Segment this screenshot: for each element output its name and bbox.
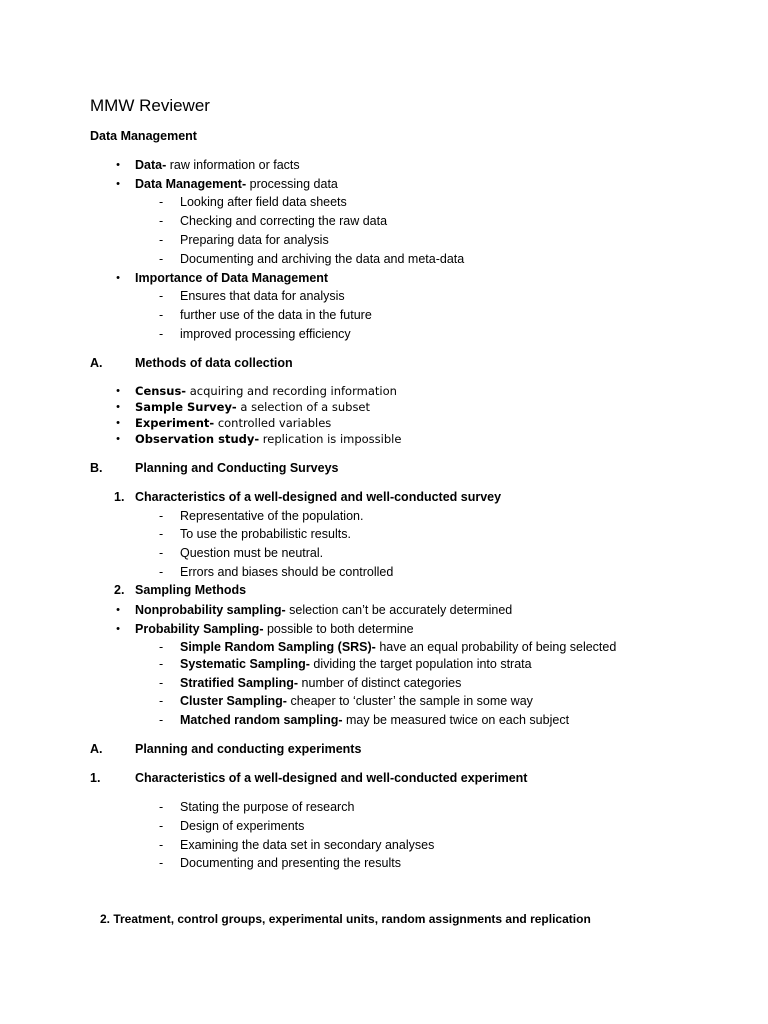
definition: cheaper to ‘cluster’ the sample in some way <box>286 694 533 708</box>
definition: possible to both determine <box>263 622 414 636</box>
definition: selection can’t be accurately determined <box>285 603 513 617</box>
dash: - <box>159 509 164 523</box>
dash: - <box>159 327 164 341</box>
dash: - <box>159 800 164 814</box>
dash: - <box>159 856 164 870</box>
sub-item: further use of the data in the future <box>180 308 372 322</box>
term: Cluster Sampling- <box>180 694 287 708</box>
dash: - <box>159 838 164 852</box>
list-item <box>135 415 331 431</box>
subsection-heading: Characteristics of a well-designed and well-conducted experiment <box>135 771 528 785</box>
sub-item <box>180 639 616 655</box>
definition: may be measured twice on each subject <box>342 713 570 727</box>
sub-item: Examining the data set in secondary analyses <box>180 838 435 852</box>
dash: - <box>159 195 164 209</box>
list-item <box>135 176 338 192</box>
term: Stratified Sampling- <box>180 676 299 690</box>
term: Experiment- <box>135 416 215 430</box>
item-number: 1. <box>114 490 125 504</box>
bullet: • <box>116 272 120 284</box>
dash: - <box>159 289 164 303</box>
definition: processing data <box>246 177 338 191</box>
dash: - <box>159 214 164 228</box>
list-item <box>135 621 414 637</box>
dash: - <box>159 252 164 266</box>
subsection-heading: Characteristics of a well-designed and well-conducted survey <box>135 490 502 504</box>
definition: dividing the target population into strata <box>309 657 532 671</box>
definition: controlled variables <box>214 416 332 430</box>
bullet: • <box>116 385 120 397</box>
term: Sample Survey- <box>135 400 237 414</box>
definition: have an equal probability of being selected <box>375 640 617 654</box>
bullet: • <box>116 604 120 616</box>
dash: - <box>159 819 164 833</box>
importance-heading: Importance of Data Management <box>135 271 329 285</box>
sub-item <box>180 712 569 728</box>
section-heading-experiments: Planning and conducting experiments <box>135 742 362 756</box>
sub-item: Stating the purpose of research <box>180 800 355 814</box>
dash: - <box>159 657 164 671</box>
list-item <box>135 431 401 447</box>
term: Observation study- <box>135 432 260 446</box>
sub-item <box>180 693 533 709</box>
dash: - <box>159 694 164 708</box>
bullet: • <box>116 623 120 635</box>
item-number: 2. <box>114 583 125 597</box>
bullet: • <box>116 401 120 413</box>
bullet: • <box>116 433 120 445</box>
term: Census- <box>135 384 187 398</box>
term: Data- <box>135 158 167 172</box>
definition: replication is impossible <box>259 432 402 446</box>
sub-item: Preparing data for analysis <box>180 233 329 247</box>
sub-item: improved processing efficiency <box>180 327 351 341</box>
sub-item: Checking and correcting the raw data <box>180 214 388 228</box>
definition: acquiring and recording information <box>186 384 397 398</box>
term: Data Management- <box>135 177 247 191</box>
definition: raw information or facts <box>166 158 300 172</box>
section-heading-methods: Methods of data collection <box>135 356 293 370</box>
list-item <box>135 157 300 173</box>
term: Simple Random Sampling (SRS)- <box>180 640 376 654</box>
dash: - <box>159 565 164 579</box>
dash: - <box>159 233 164 247</box>
sub-item: Documenting and archiving the data and meta-data <box>180 252 465 266</box>
sub-item <box>180 675 461 691</box>
item-number: 1. <box>90 771 101 785</box>
dash: - <box>159 676 164 690</box>
term: Matched random sampling- <box>180 713 343 727</box>
dash: - <box>159 546 164 560</box>
section-heading-data-management: Data Management <box>90 129 197 143</box>
sub-item: To use the probabilistic results. <box>180 527 351 541</box>
sub-item: Ensures that data for analysis <box>180 289 345 303</box>
doc-title: MMW Reviewer <box>90 96 210 115</box>
section-marker: B. <box>90 461 103 475</box>
list-item <box>135 383 397 399</box>
bullet: • <box>116 159 120 171</box>
sub-item: Representative of the population. <box>180 509 364 523</box>
dash: - <box>159 713 164 727</box>
sub-item: Documenting and presenting the results <box>180 856 401 870</box>
definition: number of distinct categories <box>298 676 462 690</box>
section-marker: A. <box>90 742 103 756</box>
sub-item <box>180 656 532 672</box>
section-marker: A. <box>90 356 103 370</box>
section-heading-surveys: Planning and Conducting Surveys <box>135 461 339 475</box>
definition: a selection of a subset <box>236 400 371 414</box>
subsection-heading: Sampling Methods <box>135 583 247 597</box>
bullet: • <box>116 178 120 190</box>
list-item <box>135 602 512 618</box>
final-heading: 2. Treatment, control groups, experimental units, random assignments and replication <box>100 912 591 926</box>
term: Probability Sampling- <box>135 622 264 636</box>
term: Systematic Sampling- <box>180 657 310 671</box>
dash: - <box>159 308 164 322</box>
dash: - <box>159 527 164 541</box>
bullet: • <box>116 417 120 429</box>
sub-item: Looking after field data sheets <box>180 195 347 209</box>
sub-item: Errors and biases should be controlled <box>180 565 394 579</box>
dash: - <box>159 640 164 654</box>
sub-item: Question must be neutral. <box>180 546 324 560</box>
term: Nonprobability sampling- <box>135 603 286 617</box>
sub-item: Design of experiments <box>180 819 305 833</box>
list-item <box>135 399 370 415</box>
